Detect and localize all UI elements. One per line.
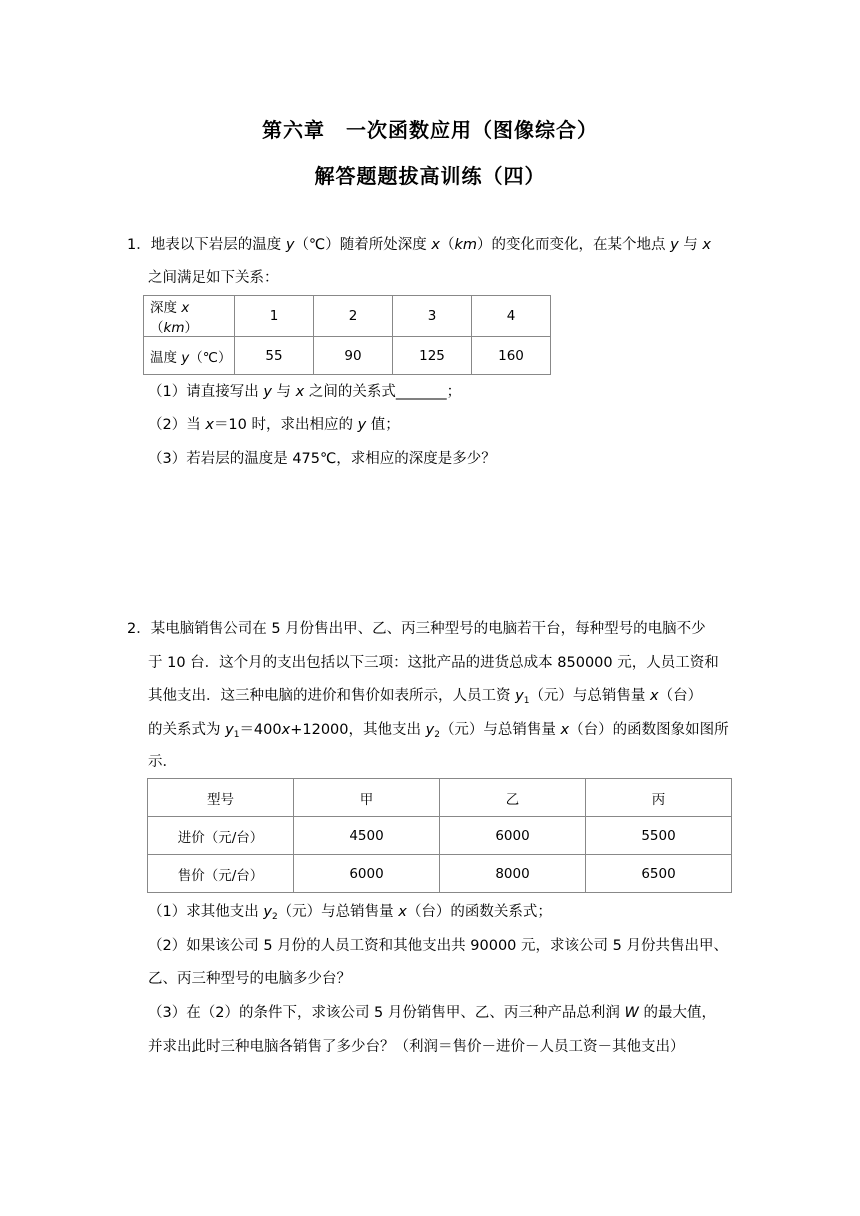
q2-line-1: 2．某电脑销售公司在 5 月份售出甲、乙、丙三种型号的电脑若干台，每种型号的电脑不少 (127, 621, 706, 637)
q1-line-1: 1．地表以下岩层的温度 y（℃）随着所处深度 x（km）的变化而变化，在某个地点 y 与 x (127, 237, 711, 253)
q1-part-2: （2）当 x＝10 时，求出相应的 y 值； (148, 417, 400, 433)
chapter-title: 第六章 一次函数应用（图像综合） (262, 118, 598, 142)
section-title: 解答题题拔高训练（四） (314, 164, 546, 188)
q2-part-1: （1）求其他支出 $y_2$（元）与总销售量 x（台）的函数关系式； (148, 904, 552, 922)
table-cell: 2 (314, 296, 393, 337)
q2-line-4: 的关系式为 $y_1=400x+12000$，其他支出 $y_2$（元）与总销售量 x（台）的函数图象如图所 (148, 722, 729, 740)
table-cell: 6500 (586, 855, 732, 893)
table-cell: 6000 (440, 817, 586, 855)
table-cell: 深度 x（km） (144, 296, 235, 337)
q2-part-2-line-2: 乙、丙三种型号的电脑多少台？ (148, 971, 351, 987)
table-cell: 甲 (294, 779, 440, 817)
table-row (144, 337, 551, 375)
table-cell: 乙 (440, 779, 586, 817)
q2-line-5: 示． (148, 754, 177, 770)
table-cell: 6000 (294, 855, 440, 893)
q2-number: 2． (127, 621, 151, 637)
table-cell: 1 (235, 296, 314, 337)
table-cell: 125 (393, 337, 472, 375)
q2-part-3-line-2: 并求出此时三种电脑各销售了多少台？（利润＝售价－进价－人员工资－其他支出） (148, 1039, 685, 1055)
q1-table (143, 295, 551, 375)
table-cell: 售价（元/台） (148, 855, 294, 893)
table-cell: 160 (472, 337, 551, 375)
table-cell: 温度 y（℃） (144, 337, 235, 375)
q1-part-3: （3）若岩层的温度是 475℃，求相应的深度是多少？ (148, 451, 496, 467)
table-cell: 丙 (586, 779, 732, 817)
table-cell: 进价（元/台） (148, 817, 294, 855)
table-row (148, 817, 732, 855)
table-cell: 55 (235, 337, 314, 375)
q2-line-3: 其他支出．这三种电脑的进价和售价如表所示，人员工资 $y_1$（元）与总销售量 x（台） (148, 688, 703, 706)
q1-part-1: （1）请直接写出 y 与 x 之间的关系式_______； (148, 384, 462, 400)
table-cell: 4500 (294, 817, 440, 855)
q2-part-3-line-1: （3）在（2）的条件下，求该公司 5 月份销售甲、乙、丙三种产品总利润 W 的最大值， (148, 1005, 716, 1021)
table-cell: 8000 (440, 855, 586, 893)
table-row (144, 296, 551, 337)
table-cell: 5500 (586, 817, 732, 855)
table-cell: 型号 (148, 779, 294, 817)
q2-table (147, 778, 732, 893)
q2-line-2: 于 10 台．这个月的支出包括以下三项：这批产品的进货总成本 850000 元，人员工资和 (148, 655, 719, 671)
table-cell: 3 (393, 296, 472, 337)
table-cell: 4 (472, 296, 551, 337)
q1-line-2: 之间满足如下关系： (148, 270, 279, 286)
table-cell: 90 (314, 337, 393, 375)
table-row (148, 779, 732, 817)
table-row (148, 855, 732, 893)
q1-number: 1． (127, 237, 151, 253)
q2-part-2-line-1: （2）如果该公司 5 月份的人员工资和其他支出共 90000 元，求该公司 5 月份共售出甲、 (148, 938, 728, 954)
